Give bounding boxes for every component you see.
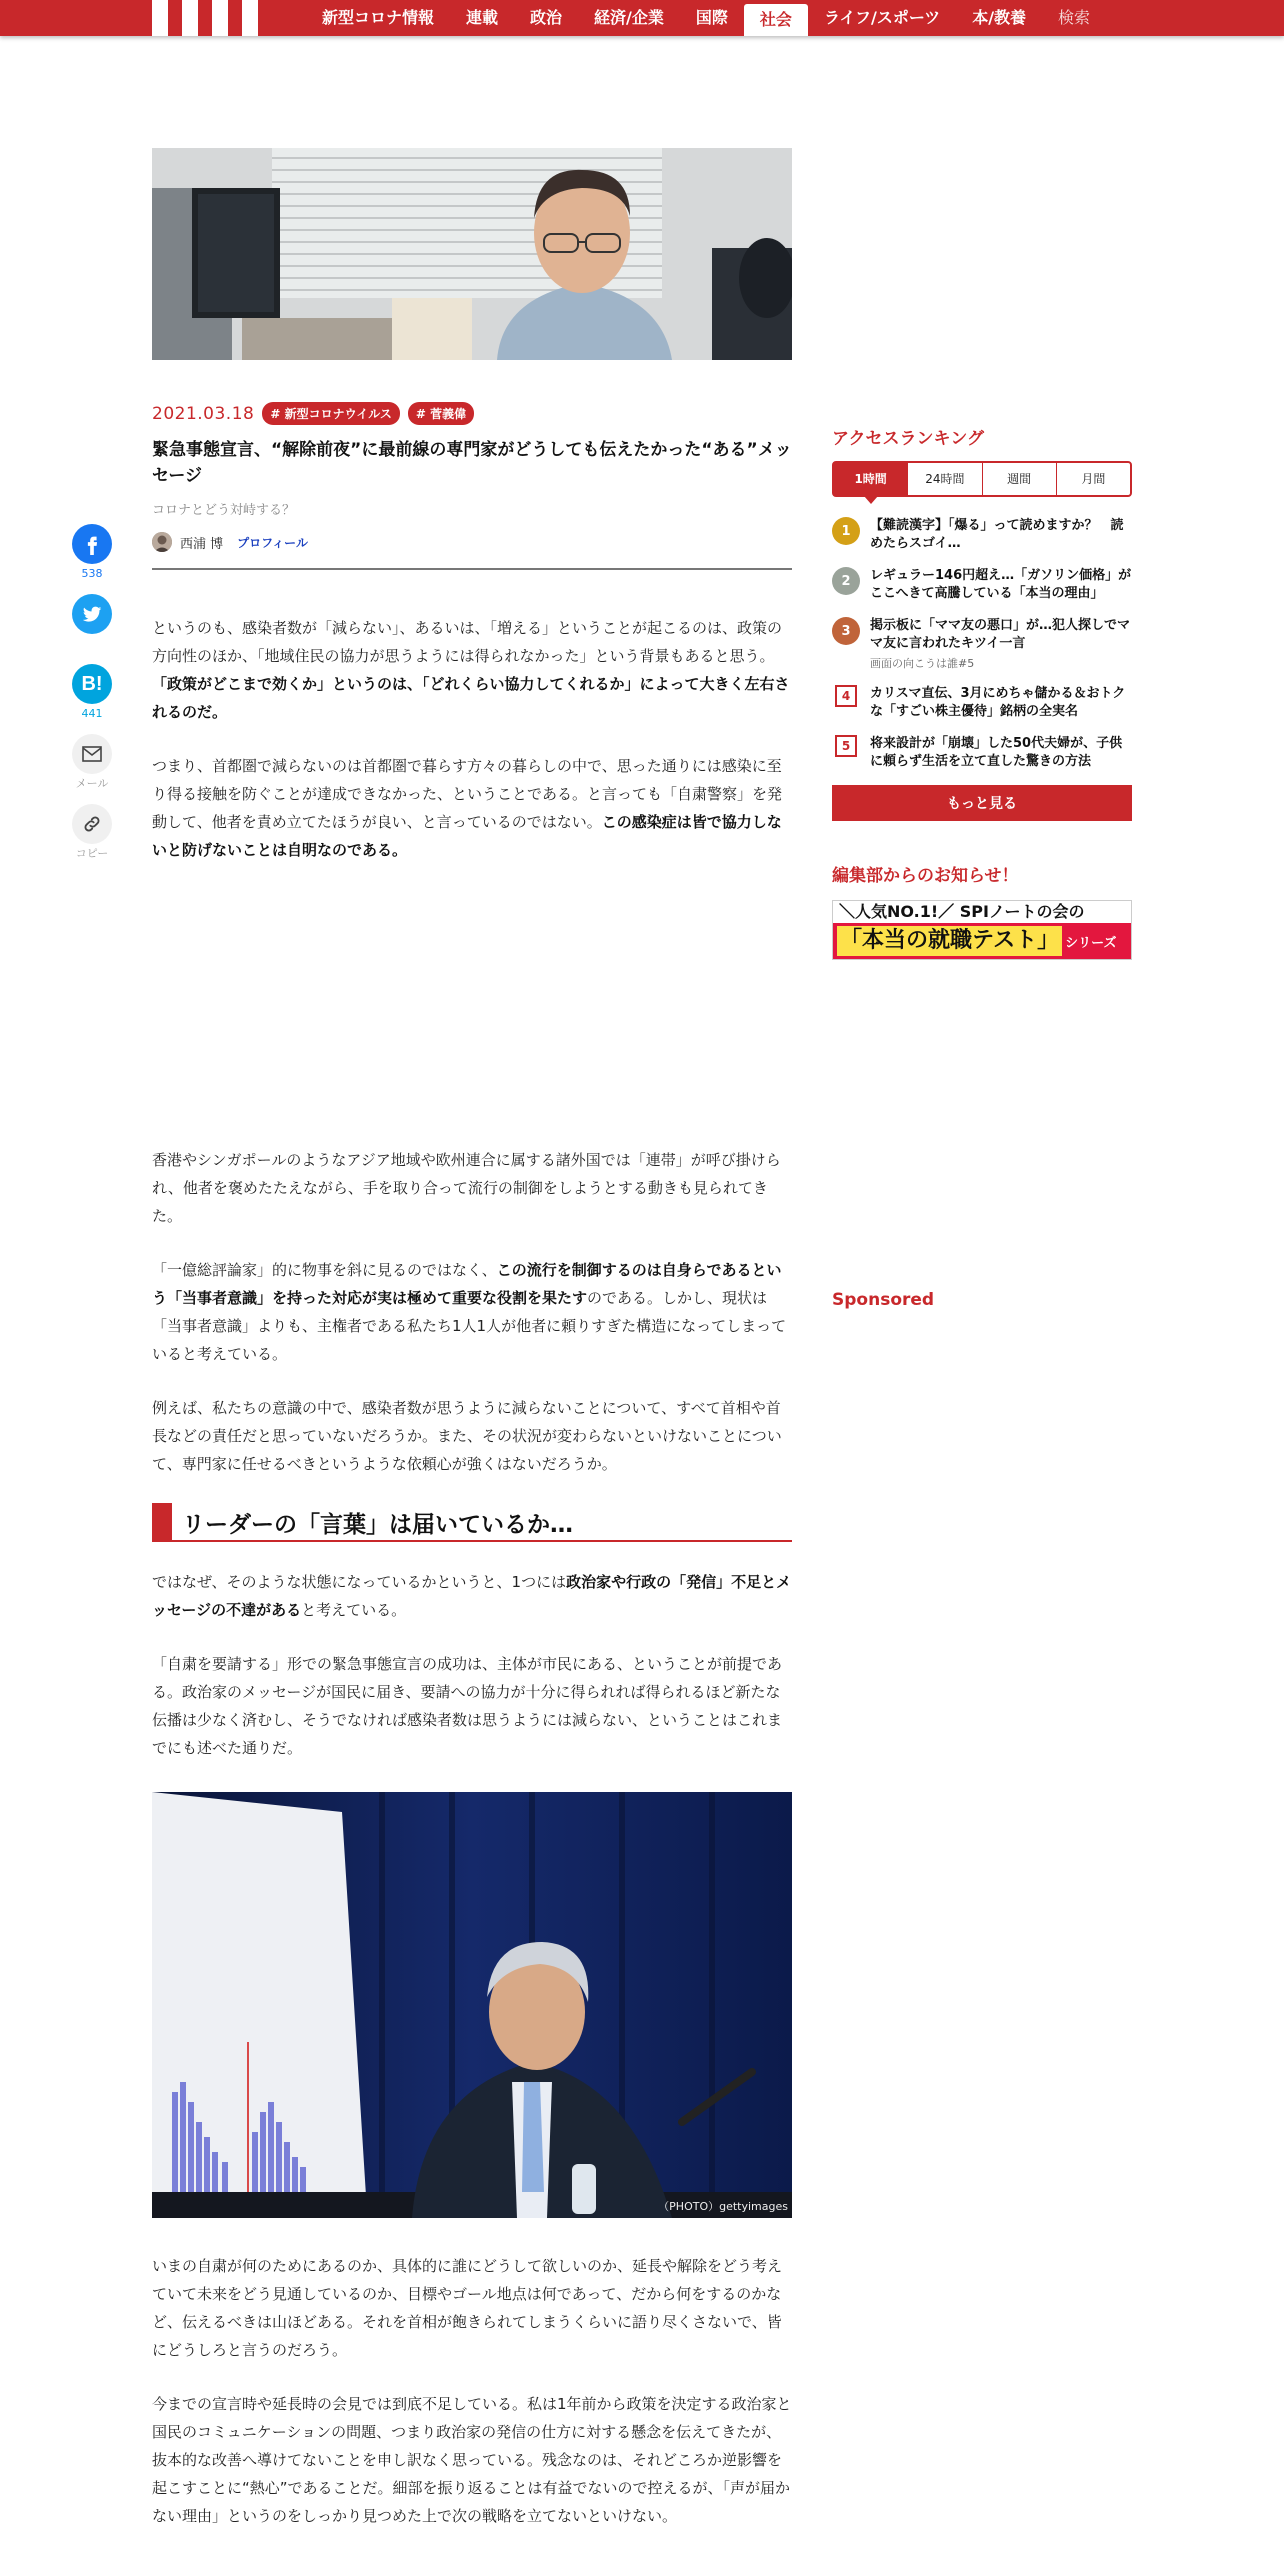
paragraph-5: 例えば、私たちの意識の中で、感染者数が思うように減らないことについて、すべて首相や首長などの責任だと思っていないだろうか。また、その状況が変わらないといけないことについて、専門家に任せるべきというような依頼心が強くはないだろうか。 xyxy=(152,1399,782,1473)
promo-banner[interactable]: ＼人気NO.1!／ SPIノートの会の 「本当の就職テスト」 シリーズ xyxy=(832,900,1132,960)
rank-badge: 5 xyxy=(835,735,857,757)
copy-link-button[interactable] xyxy=(72,804,112,844)
paragraph-7: 「自粛を要請する」形での緊急事態宣言の成功は、主体が市民にある、ということが前提である。政治家のメッセージが国民に届き、要請への協力が十分に得られれば得られるほど新たな伝播は少なく済むし、そうでなければ感染者数は思うようには減らない、ということはこれまでにも述べた通りだ。 xyxy=(152,1655,783,1757)
ranking-series: 画面の向こうは誰#5 xyxy=(870,657,975,670)
tab-monthly[interactable]: 月間 xyxy=(1056,463,1130,495)
mail-share-button[interactable] xyxy=(72,734,112,774)
sponsored-label: Sponsored xyxy=(832,1290,935,1310)
link-icon xyxy=(82,814,102,834)
paragraph-1: というのも、感染者数が「減らない」、あるいは、「増える」ということが起こるのは、政策の方向性のほか、「地域住民の協力が思うようには得られなかった」という背景もあると思う。「政策がどこまで効くか」というのは、「どれくらい協力してくれるか」によって大きく左右されるのだ。 xyxy=(152,619,790,721)
paragraph-2: つまり、首都圏で減らないのは首都圏で暮らす方々の暮らしの中で、思った通りには感染に至り得る接触を防ぐことが達成できなかった、ということである。と言っても「自粛警察」を発動して、他者を責め立てたほうが良い、と言っているのではない。この感染症は皆で協力しないと防げないことは自明なのである。 xyxy=(152,757,783,859)
mail-icon xyxy=(82,746,102,762)
nav-item-economy[interactable]: 経済/企業 xyxy=(594,8,664,27)
nav-item-politics[interactable]: 政治 xyxy=(530,8,563,27)
profile-link[interactable]: プロフィール xyxy=(237,535,308,550)
nav-item-series[interactable]: 連載 xyxy=(466,8,499,27)
rank-badge: 2 xyxy=(832,567,860,595)
facebook-count: 538 xyxy=(81,567,103,580)
rank-badge: 1 xyxy=(832,517,860,545)
author-name[interactable]: 西浦 博 xyxy=(180,536,224,552)
twitter-icon xyxy=(81,603,103,625)
nav-item-society[interactable]: 社会 xyxy=(744,4,808,36)
tag-corona[interactable]: # 新型コロナウイルス xyxy=(262,402,400,425)
nav-item-international[interactable]: 国際 xyxy=(695,8,728,27)
paragraph-8: いまの自粛が何のためにあるのか、具体的に誰にどうして欲しいのか、延長や解除をどう考えていて未来をどう見通しているのか、目標やゴール地点は何であって、だから何をするのかなど、伝えるべきは山ほどある。それを首相が飽きられてしまうくらいに語り尽くさないで、皆にどうしろと言うのだろう。 xyxy=(152,2257,783,2359)
nav-search[interactable]: 検索 xyxy=(1058,8,1091,27)
paragraph-3: 香港やシンガポールのようなアジア地域や欧州連合に属する諸外国では「連帯」が呼び掛けられ、他者を褒めたたえながら、手を取り合って流行の制御をしようとする動きも見られてきた。 xyxy=(152,1151,781,1225)
ad-space xyxy=(152,864,792,1120)
facebook-share-button[interactable] xyxy=(72,524,112,564)
author-row xyxy=(152,532,792,552)
section-heading: リーダーの「言葉」は届いているか… xyxy=(152,1504,792,1542)
rank-badge: 4 xyxy=(835,685,857,707)
ranking-item[interactable]: 4 カリスマ直伝、3月にめちゃ儲かる＆おトクな「すごい株主優待」銘柄の全実名 xyxy=(832,685,1132,721)
ranking-title: アクセスランキング xyxy=(832,429,984,449)
nav-menu xyxy=(306,0,1106,36)
article-title: 緊急事態宣言、“解除前夜”に最前線の専門家がどうしても伝えたかった“ある”メッセージ xyxy=(152,440,792,486)
tab-weekly[interactable]: 週間 xyxy=(982,463,1056,495)
paragraph-6: ではなぜ、そのような状態になっているかというと、1つには政治家や行政の「発信」不足とメッセージの不達があると考えている。 xyxy=(152,1573,792,1619)
ranking-list xyxy=(832,517,1132,771)
hatena-share-button[interactable]: B! xyxy=(72,664,112,704)
more-ranking-button[interactable]: もっと見る xyxy=(832,785,1132,821)
paragraph-9: 今までの宣言時や延長時の会見では到底不足している。私は1年前から政策を決定する政治家と国民のコミュニケーションの問題、つまり政治家の発信の仕方に対する懸念を伝えてきたが、抜本的な改善へ導けてないことを申し訳なく思っている。残念なのは、それどころか逆影響を起こすことに“熱心”であることだ。細部を振り返ることは有益でないので控えるが、「声が届かない理由」というのをしっかり見つめた上で次の戦略を立てないといけない。 xyxy=(152,2395,792,2525)
article-photo xyxy=(152,1792,792,2218)
tab-24hours[interactable]: 24時間 xyxy=(907,463,981,495)
ranking-item[interactable]: 1 【難読漢字】「爆る」って読めますか？ 読めたらスゴイ… xyxy=(832,517,1132,553)
photo-credit: （PHOTO）gettyimages xyxy=(658,2200,788,2213)
ranking-tabs xyxy=(832,461,1132,497)
mail-label: メール xyxy=(75,777,109,790)
hatena-count: 441 xyxy=(81,707,103,720)
nav-item-books[interactable]: 本/教養 xyxy=(972,8,1027,27)
rank-badge: 3 xyxy=(832,617,860,645)
nav-item-corona[interactable]: 新型コロナ情報 xyxy=(322,8,435,27)
tag-suga[interactable]: # 菅義偉 xyxy=(408,402,474,425)
copy-label: コピー xyxy=(75,847,109,860)
nav-item-life-sports[interactable]: ライフ/スポーツ xyxy=(823,8,941,27)
ranking-item[interactable]: 5 将来設計が「崩壊」した50代夫婦が、子供に頼らず生活を立て直した驚きの方法 xyxy=(832,735,1132,771)
article-meta xyxy=(152,402,792,425)
divider xyxy=(152,568,792,570)
publish-date: 2021.03.18 xyxy=(152,403,255,424)
twitter-share-button[interactable] xyxy=(72,594,112,634)
article xyxy=(152,148,792,2530)
tab-1hour[interactable]: 1時間 xyxy=(834,463,907,495)
top-nav xyxy=(0,0,1284,36)
site-logo[interactable] xyxy=(152,0,290,36)
share-bar xyxy=(70,524,114,874)
article-subtitle: コロナとどう対峙する？ xyxy=(152,503,296,518)
sidebar xyxy=(832,424,1132,960)
hero-image xyxy=(152,148,792,360)
facebook-icon xyxy=(81,533,103,555)
author-avatar xyxy=(152,532,172,552)
ranking-item[interactable]: 3 掲示板に「ママ友の悪口」が…犯人探しでママ友に言われたキツイ一言 画面の向こうは誰#5 xyxy=(832,617,1132,671)
paragraph-4: 「一億総評論家」的に物事を斜に見るのではなく、この流行を制御するのは自身らであるという「当事者意識」を持った対応が実は極めて重要な役割を果たすのである。しかし、現状は「当事者意識」よりも、主権者である私たち1人1人が他者に頼りすぎた構造になってしまっていると考えている。 xyxy=(152,1261,787,1363)
notice-title: 編集部からのお知らせ！ xyxy=(832,866,1019,886)
ranking-item[interactable]: 2 レギュラー146円超え…「ガソリン価格」がここへきて高騰している「本当の理由」 xyxy=(832,567,1132,603)
